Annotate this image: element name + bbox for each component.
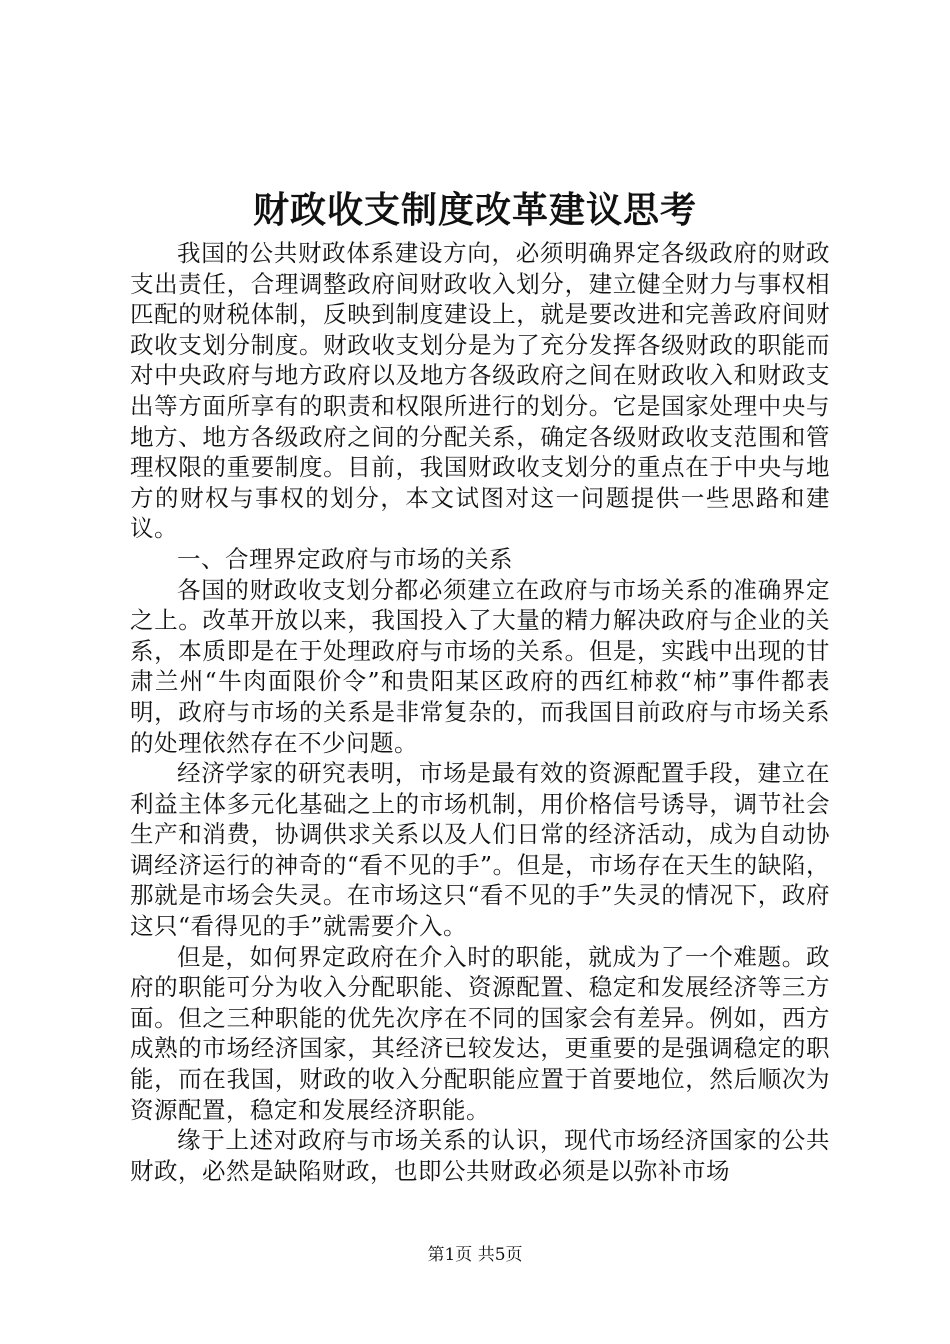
paragraph-2: 各国的财政收支划分都必须建立在政府与市场关系的准确界定之上。改革开放以来，我国投入了大量的精力解决政府与企业的关系，本质即是在于处理政府与市场的关系。但是，实践中出现的甘肃兰州“牛肉面限价令”和贵阳某区政府的西红柿救“柿”事件都表明，政府与市场的关系是非常复杂的，而我国目前政府与市场关系的处理依然存在不少问题。 (130, 575, 830, 757)
document-body (130, 238, 830, 1186)
paragraph-intro: 我国的公共财政体系建设方向，必须明确界定各级政府的财政支出责任，合理调整政府间财政收入划分，建立健全财力与事权相匹配的财税体制，反映到制度建设上，就是要改进和完善政府间财政收支划分制度。财政收支划分是为了充分发挥各级财政的职能而对中央政府与地方政府以及地方各级政府之间在财政收入和财政支出等方面所享有的职责和权限所进行的划分。它是国家处理中央与地方、地方各级政府之间的分配关系，确定各级财政收支范围和管理权限的重要制度。目前，我国财政收支划分的重点在于中央与地方的财权与事权的划分，本文试图对这一问题提供一些思路和建议。 (130, 239, 830, 543)
document-title: 财政收支制度改革建议思考 (252, 189, 697, 231)
paragraph-5: 缘于上述对政府与市场关系的认识，现代市场经济国家的公共财政，必然是缺陷财政，也即公共财政必须是以弥补市场 (130, 1126, 830, 1185)
paragraph-3: 经济学家的研究表明，市场是最有效的资源配置手段，建立在利益主体多元化基础之上的市场机制，用价格信号诱导，调节社会生产和消费，协调供求关系以及人们日常的经济活动，成为自动协调经济运行的神奇的“看不见的手”。但是，市场存在天生的缺陷，那就是市场会失灵。在市场这只“看不见的手”失灵的情况下，政府这只“看得见的手”就需要介入。 (130, 759, 830, 941)
paragraph-4: 但是，如何界定政府在介入时的职能，就成为了一个难题。政府的职能可分为收入分配职能、资源配置、稳定和发展经济等三方面。但之三种职能的优先次序在不同的国家会有差异。例如，西方成熟的市场经济国家，其经济已较发达，更重要的是强调稳定的职能，而在我国，财政的收入分配职能应置于首要地位，然后顺次为资源配置，稳定和发展经济职能。 (130, 942, 830, 1124)
section-heading-1: 一、合理界定政府与市场的关系 (177, 544, 513, 573)
page-number-footer: 第1页 共5页 (427, 1245, 523, 1265)
